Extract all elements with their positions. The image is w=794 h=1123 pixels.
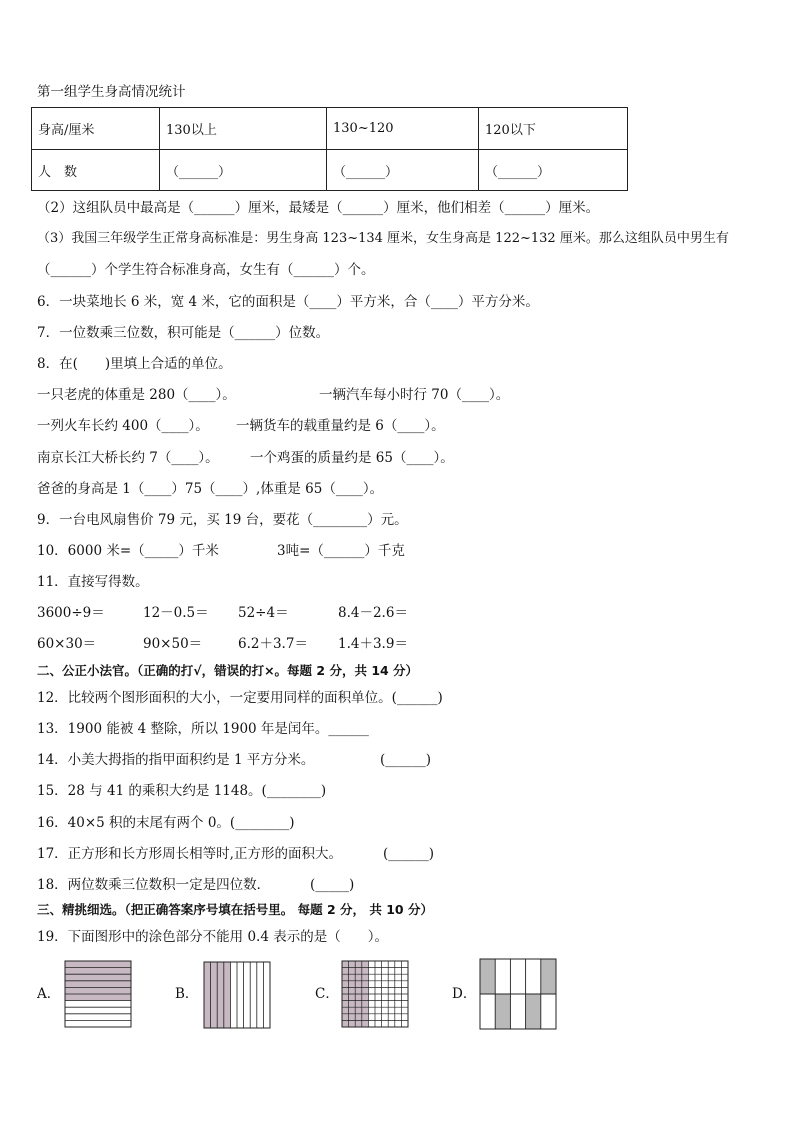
question-6: 6．一块菜地长 6 米，宽 4 米，它的面积是（____）平方米，合（____）平方分米。 — [37, 294, 539, 310]
table-cell: 身高/厘米 — [32, 108, 160, 150]
option-c-label: C． — [315, 986, 339, 1002]
figure-d — [479, 958, 557, 1030]
question-8-item: 一辆汽车每小时行 70（____）。 — [319, 387, 510, 403]
question-line: （2）这组队员中最高是（______）厘米，最矮是（______）厘米，他们相差（______）厘米。 — [37, 200, 600, 216]
table-cell: 人 数 — [32, 150, 160, 191]
question-14: 14．小美大拇指的指甲面积约是 1 平方分米。 — [37, 752, 315, 768]
question-19: 19．下面图形中的涂色部分不能用 0.4 表示的是（ ）。 — [37, 929, 388, 945]
calc-item: 1.4＋3.9＝ — [338, 636, 408, 652]
question-11: 11．直接写得数。 — [37, 574, 149, 590]
question-8-item: 爸爸的身高是 1（____）75（____）,体重是 65（____）。 — [37, 481, 384, 497]
question-12: 12．比较两个图形面积的大小，一定要用同样的面积单位。(______) — [37, 690, 443, 706]
table-cell: 130以上 — [160, 108, 327, 150]
figure-b — [203, 961, 271, 1029]
answer-blank: (______) — [383, 846, 435, 862]
question-line: （______）个学生符合标准身高，女生有（______）个。 — [37, 262, 375, 278]
table-cell: （______） — [479, 150, 628, 191]
question-8-item: 南京长江大桥长约 7（____）。 — [37, 450, 219, 466]
question-10b: 3吨=（______）千克 — [277, 543, 405, 559]
calc-item: 60×30＝ — [37, 636, 97, 652]
question-8: 8．在( )里填上合适的单位。 — [37, 356, 232, 372]
question-8-item: 一个鸡蛋的质量约是 65（____）。 — [250, 450, 454, 466]
question-7: 7．一位数乘三位数，积可能是（______）位数。 — [37, 325, 330, 341]
question-line: （3）我国三年级学生正常身高标准是：男生身高 123~134 厘米，女生身高是 122~132 厘米。那么这组队员中男生有 — [37, 231, 729, 246]
question-17: 17．正方形和长方形周长相等时,正方形的面积大。 — [37, 846, 342, 862]
question-8-item: 一只老虎的体重是 280（____）。 — [37, 387, 236, 403]
calc-item: 12－0.5＝ — [143, 605, 209, 621]
calc-item: 6.2＋3.7＝ — [238, 636, 308, 652]
calc-item: 8.4－2.6＝ — [338, 605, 408, 621]
table-row — [32, 108, 628, 150]
answer-blank: (______) — [380, 752, 432, 768]
option-a-label: A． — [37, 986, 61, 1002]
question-15: 15．28 与 41 的乘积大约是 1148。(________) — [37, 783, 327, 799]
table-cell: （______） — [327, 150, 479, 191]
option-d-label: D． — [452, 986, 477, 1002]
table-cell: 130~120 — [327, 108, 479, 150]
height-stat-table — [31, 107, 628, 191]
question-9: 9．一台电风扇售价 79 元，买 19 台，要花（________）元。 — [37, 512, 408, 528]
question-13: 13．1900 能被 4 整除，所以 1900 年是闰年。______ — [37, 721, 369, 737]
section-3-heading: 三、精挑细选。（把正确答案序号填在括号里。 每题 2 分， 共 10 分） — [37, 902, 433, 917]
calc-item: 3600÷9＝ — [37, 605, 105, 621]
figure-c — [341, 960, 409, 1028]
calc-item: 52÷4＝ — [238, 605, 289, 621]
table-cell: 120以下 — [479, 108, 628, 150]
question-8-item: 一列火车长约 400（____）。 — [37, 418, 209, 434]
calc-item: 90×50＝ — [143, 636, 203, 652]
table-row — [32, 150, 628, 191]
table-cell: （______） — [160, 150, 327, 191]
option-b-label: B． — [175, 986, 199, 1002]
question-10: 10．6000 米=（_____）千米 — [37, 543, 219, 559]
question-8-item: 一辆货车的载重量约是 6（____）。 — [236, 418, 445, 434]
figure-a — [64, 960, 132, 1028]
table-title: 第一组学生身高情况统计 — [37, 84, 186, 100]
answer-blank: (_____) — [310, 877, 355, 893]
section-2-heading: 二、公正小法官。（正确的打√，错误的打×。每题 2 分，共 14 分） — [37, 663, 419, 678]
question-16: 16．40×5 积的末尾有两个 0。(________) — [37, 815, 295, 831]
question-18: 18．两位数乘三位数积一定是四位数． — [37, 877, 271, 893]
